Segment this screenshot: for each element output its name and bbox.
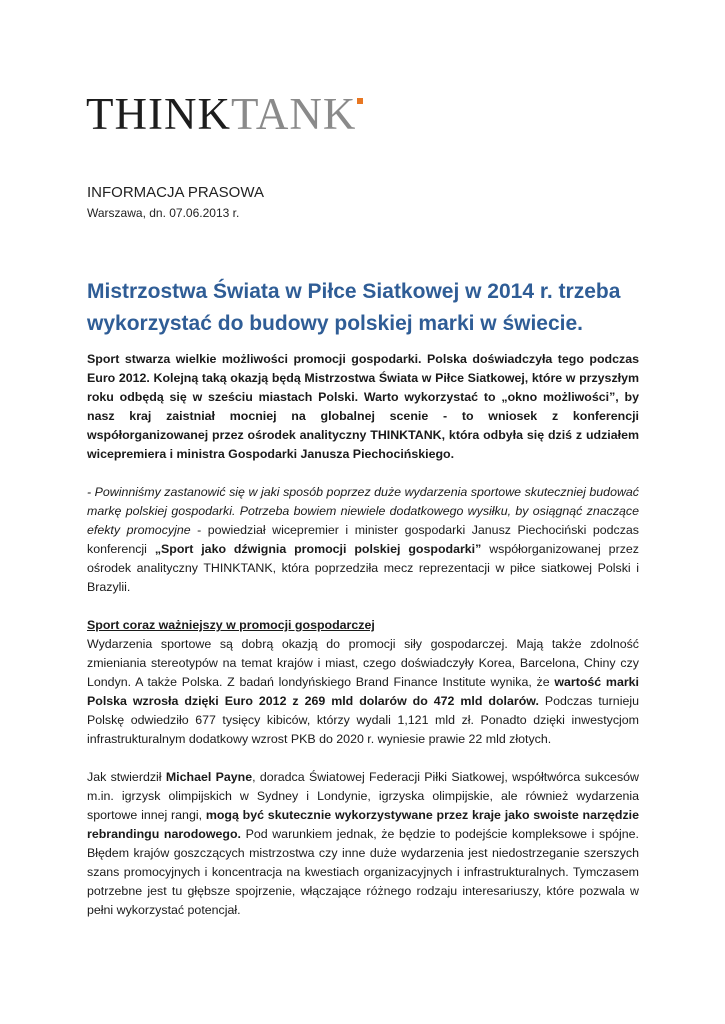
logo-tank-text: TANK — [230, 89, 357, 139]
quote-attribution: - powiedział wicepremier i minister gospodarki Janusz Piechociński podczas konferencji — [87, 523, 640, 556]
headline: Mistrzostwa Świata w Piłce Siatkowej w 2014 r. trzeba wykorzystać do budowy polskiej marki w świecie. — [87, 280, 621, 335]
section-paragraph — [87, 635, 639, 749]
payne-bold: mogą być skutecznie wykorzystywane przez kraje jako swoiste narzędzie rebrandingu narodowego. — [87, 808, 640, 841]
payne-name: Michael Payne — [165, 770, 253, 784]
thinktank-logo — [86, 89, 363, 139]
quote-italic: - Powinniśmy zastanowić się w jaki sposób poprzez duże wydarzenia sportowe skuteczniej budować markę polskiej gospodarki. Potrzeba bowiem niewiele dodatkowego wysiłku, by osiągnąć znaczące efekty promocyjne — [87, 485, 639, 537]
section-text-2: Podczas turnieju Polskę odwiedziło 677 tysięcy kibiców, którzy wydali 1,121 mld zł. Ponadto dzięki inwestycjom infrastrukturalnym dodatkowy wzrost PKB do 2020 r. wyniesie prawie 22 mld złotych. — [87, 694, 639, 746]
logo-think-text: THINK — [86, 89, 231, 139]
section-bold: wartość marki Polska wzrosła dzięki Euro 2012 z 269 mld dolarów do 472 mld dolarów. — [87, 675, 639, 708]
dateline: Warszawa, dn. 07.06.2013 r. — [87, 206, 240, 220]
section-text-1: Wydarzenia sportowe są dobrą okazją do promocji siły gospodarczej. Mają także zdolność zmieniania stereotypów na temat krajów i miast, czego doświadczyły Korea, Barcelona, Chiny czy Londyn. A także Polska. Z badań londyńskiego Brand Finance Institute wynika, że — [87, 637, 639, 689]
quote-tail: współorganizowanej przez ośrodek analityczny THINKTANK, która poprzedziła mecz reprezentacji w piłce siatkowej Polski i Brazylii. — [87, 542, 639, 594]
article-body — [87, 350, 639, 920]
press-release-label: INFORMACJA PRASOWA — [87, 184, 264, 201]
quote-paragraph — [87, 483, 639, 597]
section-heading: Sport coraz ważniejszy w promocji gospodarczej — [87, 618, 375, 632]
section-title — [87, 616, 639, 635]
payne-text-3: Pod warunkiem jednak, że będzie to podejście kompleksowe i spójne. Błędem krajów goszczących mistrzostwa czy inne duże wydarzenia jest niedostrzeganie szerszych szans promocyjnych i koncentracja na kwestiach organizacyjnych i infrastrukturalnych. Tymczasem potrzebne jest tu głębsze spojrzenie, włączające różnego rodzaju interesariuszy, które pozwala w pełni wykorzystać potencjał. — [87, 827, 639, 917]
payne-paragraph — [87, 768, 639, 920]
logo-accent-square — [357, 98, 363, 104]
payne-text-2: , doradca Światowej Federacji Piłki Siatkowej, współtwórca sukcesów m.in. igrzysk olimpijskich w Sydney i Londynie, igrzyska olimpijskie, ale również wydarzenia sportowe innej rangi, — [87, 770, 639, 822]
conference-title: „Sport jako dźwignia promocji polskiej gospodarki” — [154, 542, 482, 556]
lead-paragraph: Sport stwarza wielkie możliwości promocji gospodarki. Polska doświadczyła tego podczas Euro 2012. Kolejną taką okazją będą Mistrzostwa Świata w Piłce Siatkowej, które w przyszłym roku odbędą się w sześciu miastach Polski. Warto wykorzystać to „okno możliwości”, by nasz kraj zaistniał mocniej na globalnej scenie - to wniosek z konferencji współorganizowanej przez ośrodek analityczny THINKTANK, która odbyła się dziś z udziałem wicepremiera i ministra Gospodarki Janusza Piechocińskiego. — [87, 352, 639, 461]
payne-text-1: Jak stwierdził — [87, 770, 166, 784]
